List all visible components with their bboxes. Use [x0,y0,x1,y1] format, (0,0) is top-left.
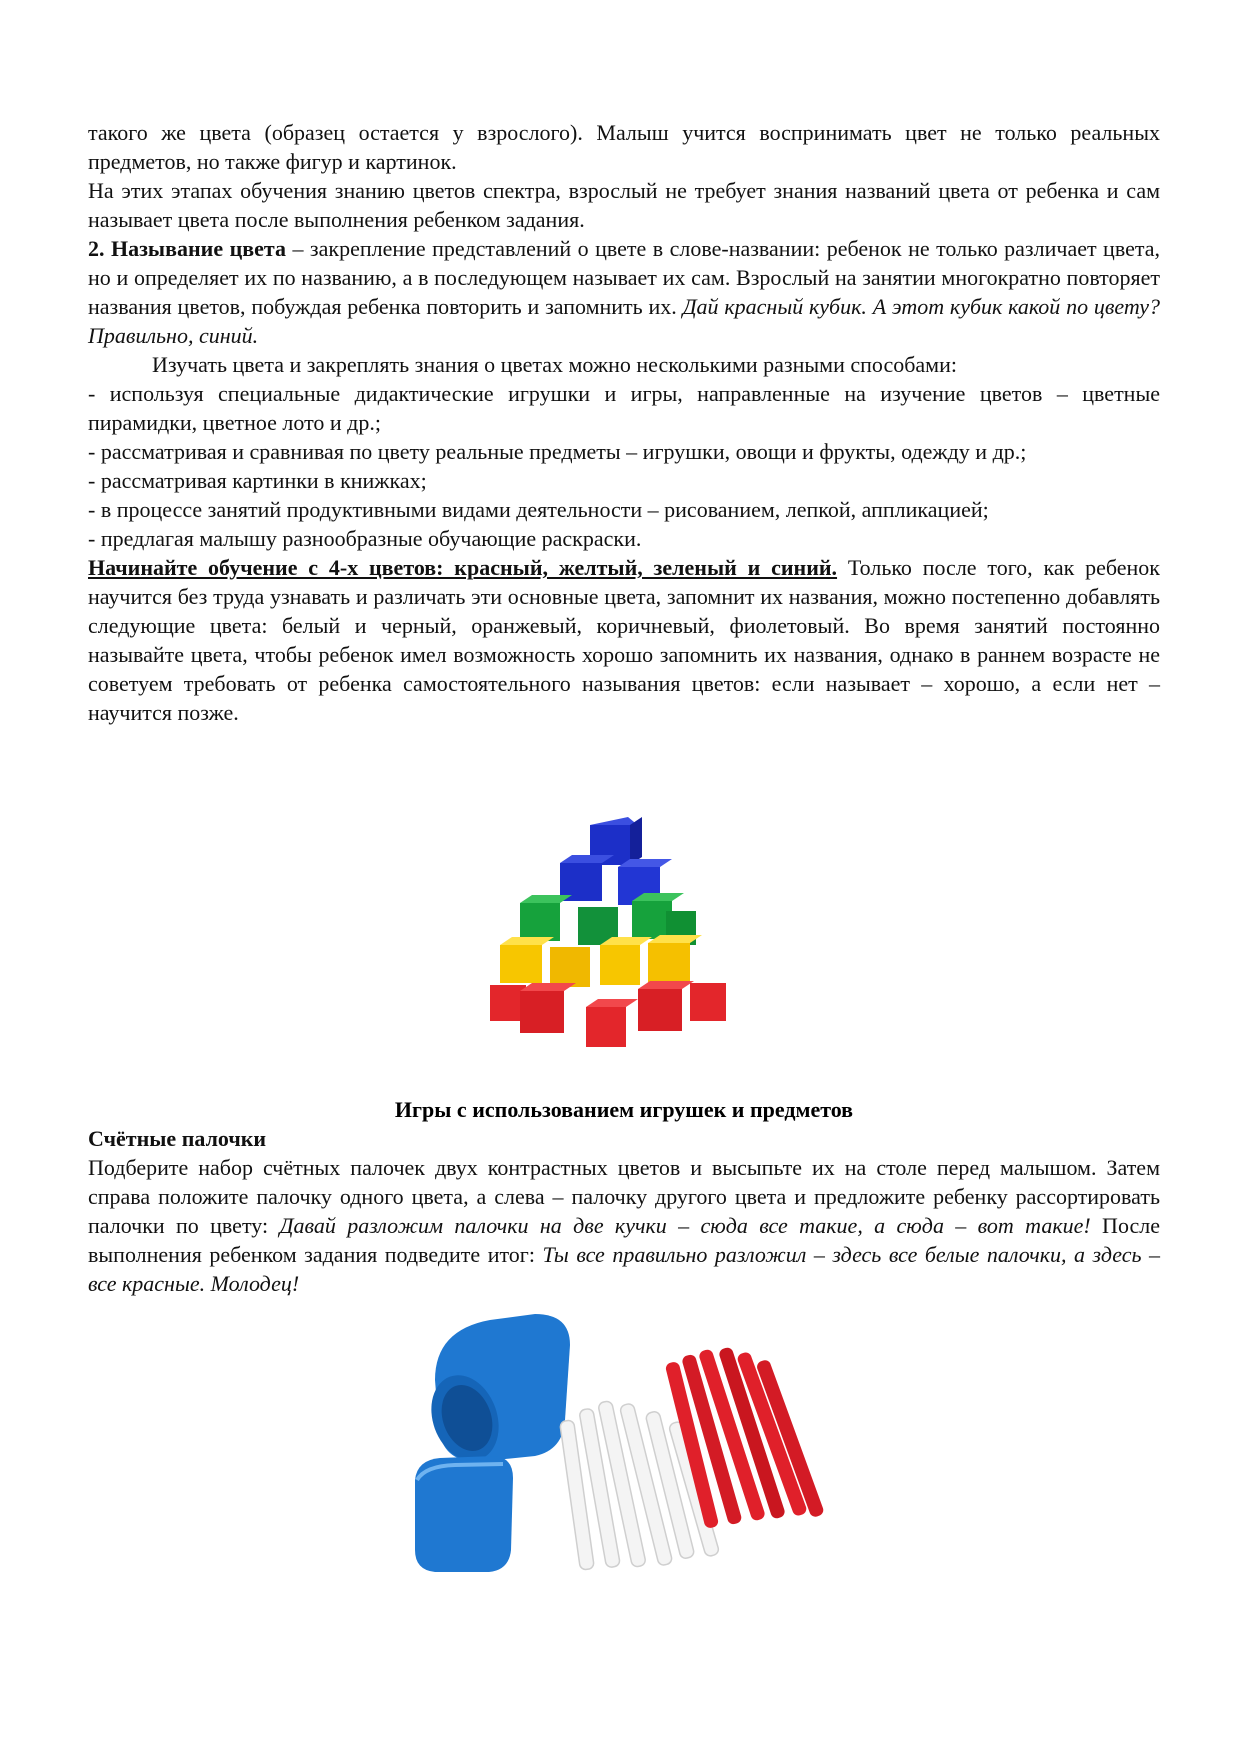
cube-yellow-1 [500,937,554,983]
cube-green-1 [520,895,572,941]
paragraph-1: такого же цвета (образец остается у взрослого). Малыш учится воспринимать цвет не только реальных предметов, но также фигур и картинок. [88,120,1160,174]
blue-lid [415,1456,513,1572]
cube-red-5 [690,983,726,1021]
cube-yellow-2 [550,947,590,987]
list-item: - рассматривая картинки в книжках; [88,468,427,493]
red-sticks [665,1346,825,1529]
paragraph-6-text-a: Подберите набор счётных палочек двух контрастных цветов и высыпьте их на столе перед малышом. Затем справа положите палочку одного цвета, а слева – палочку другого цвета и предложите ребенку рассортировать палочки по цвету: [88,1155,1160,1238]
counting-sticks-image [395,1300,845,1592]
document-body [88,118,1160,727]
heading-naming-color: 2. Называние цвета [88,236,286,261]
cubes-pyramid-image [490,795,750,1060]
paragraph-5 [88,553,1160,727]
section-title: Игры с использованием игрушек и предметов [394,1097,854,1122]
list-item: - предлагая малышу разнообразные обучающие раскраски. [88,526,642,551]
paragraph-6 [88,1153,1160,1298]
list-item: - рассматривая и сравнивая по цвету реальные предметы – игрушки, овощи и фрукты, одежду и др.; [88,439,1027,464]
list-item: - в процессе занятий продуктивными видами деятельности – рисованием, лепкой, аппликацией; [88,497,989,522]
subheading-counting-sticks: Счётные палочки [88,1126,267,1151]
counting-sticks-svg [395,1300,845,1592]
paragraph-2: На этих этапах обучения знанию цветов спектра, взрослый не требует знания названий цвета от ребенка и сам называет цвета после выполнения ребенком задания. [88,178,1160,232]
blue-container [420,1314,570,1470]
cube-yellow-3 [600,937,652,985]
paragraph-6-text-b: После выполнения ребенком задания подведите итог: [88,1213,1161,1267]
paragraph-3-example: Дай красный кубик. А этот кубик какой по цвету? Правильно, синий. [88,294,1161,348]
cubes-pyramid-svg [490,795,750,1060]
paragraph-6-example-2: Ты все правильно разложил – здесь все белые палочки, а здесь – все красные. Молодец! [88,1242,1160,1296]
cube-red-4 [638,981,694,1031]
paragraph-5-text: Только после того, как ребенок научится без труда узнавать и различать эти основные цвета, запомнит их названия, можно постепенно добавлять следующие цвета: белый и черный, оранжевый, коричневый, фиолетовый. Во время занятий постоянно называйте цвета, чтобы ребенок имел возможность хорошо запомнить их названия, однако в раннем возрасте не советуем требовать от ребенка самостоятельного называния цветов: если называет – хорошо, а если нет – научится позже. [88,555,1160,725]
cube-red-3 [586,999,638,1047]
key-advice: Начинайте обучение с 4-х цветов: красный, желтый, зеленый и синий. [88,555,838,580]
paragraph-4: Изучать цвета и закреплять знания о цветах можно несколькими разными способами: [152,352,957,377]
counting-sticks-section [88,1124,1160,1298]
paragraph-6-example-1: Давай разложим палочки на две кучки – сюда все такие, а сюда – вот такие! [279,1213,1091,1238]
paragraph-3-text: – закрепление представлений о цвете в слове-названии: ребенок не только различает цвета, но и определяет их по названию, а в последующем называет их сам. Взрослый на занятии многократно повторяет названия цветов, побуждая ребенка повторить и запомнить их. [88,236,1161,319]
paragraph-3 [88,234,1160,350]
list-item: - используя специальные дидактические игрушки и игры, направленные на изучение цветов – цветные пирамидки, цветное лото и др.; [88,381,1160,435]
cube-red-2 [520,983,576,1033]
